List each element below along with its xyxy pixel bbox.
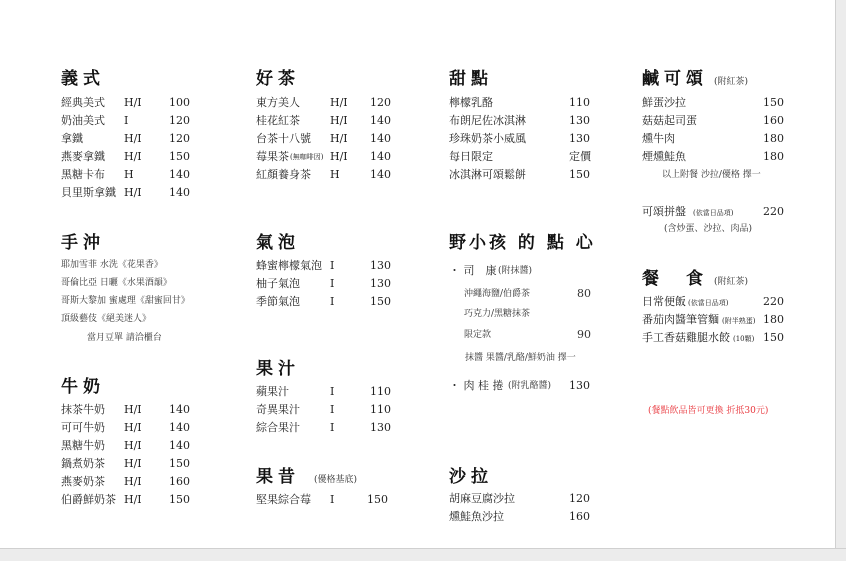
pourover-line: 哥倫比亞 日曬《水果酒韻》 — [61, 278, 172, 288]
item-price: 150 — [367, 493, 388, 506]
item-name: 檸檬乳酪 — [449, 96, 493, 109]
item-name: 蘋果汁 — [256, 385, 289, 398]
section-subtitle-xiankesong: (附紅茶) — [714, 77, 749, 87]
item-size: H — [330, 168, 340, 181]
item-name: 黑糖牛奶 — [61, 439, 105, 452]
item-price: 220 — [763, 205, 784, 218]
item-price: 130 — [569, 114, 590, 127]
item-price: 140 — [169, 168, 190, 181]
item-note: (10顆) — [733, 335, 755, 343]
item-name: 奇異果汁 — [256, 403, 300, 416]
item-name: 手工香菇雞腿水餃 — [642, 331, 730, 344]
item-name: 經典美式 — [61, 96, 105, 109]
item-size: I — [330, 493, 335, 506]
item-size: I — [330, 421, 335, 434]
item-price: 80 — [577, 287, 591, 300]
item-price: 150 — [763, 96, 784, 109]
item-size: H/I — [330, 114, 348, 127]
item-name: 東方美人 — [256, 96, 300, 109]
item-price: 180 — [763, 132, 784, 145]
item-price: 130 — [569, 132, 590, 145]
section-subtitle-canshi: (附紅茶) — [714, 277, 749, 287]
item-price: 160 — [569, 510, 590, 523]
item-name: 沖繩海鹽/伯爵茶 — [464, 289, 531, 299]
item-name: 可頌拼盤 — [642, 205, 686, 218]
item-price: 90 — [577, 328, 591, 341]
item-name: 桂花紅茶 — [256, 114, 300, 127]
item-name: 燕麥奶茶 — [61, 475, 105, 488]
item-name: 菇菇起司蛋 — [642, 114, 697, 127]
item-price: 150 — [169, 150, 190, 163]
item-size: H/I — [330, 96, 348, 109]
item-name: 堅果綜合莓 — [256, 493, 311, 506]
section-title-guoxi: 果昔 (優格基底) — [256, 467, 358, 487]
item-price: 140 — [169, 421, 190, 434]
pourover-line: 耶加雪菲 水洗《花果香》 — [61, 260, 163, 270]
section-title-guozhi: 果汁 — [256, 359, 300, 379]
item-price: 130 — [569, 379, 590, 392]
item-name: 可可牛奶 — [61, 421, 105, 434]
item-name: 冰淇淋可頌鬆餅 — [449, 168, 526, 181]
section-title-shouchong: 手沖 — [61, 233, 105, 253]
item-price: 130 — [370, 421, 391, 434]
item-size: H/I — [124, 493, 142, 506]
item-size: I — [330, 259, 335, 272]
item-note: (依當日品項) — [688, 299, 729, 307]
item-size: I — [330, 385, 335, 398]
item-size: H/I — [124, 457, 142, 470]
item-price: 110 — [370, 385, 391, 398]
item-price: 140 — [169, 439, 190, 452]
item-size: I — [330, 295, 335, 308]
item-name: 黑糖卡布 — [61, 168, 105, 181]
item-name: 鍋煮奶茶 — [61, 457, 105, 470]
item-price: 120 — [569, 492, 590, 505]
section-title-yexiaohai: 野小孩 的 點 心 — [449, 233, 596, 253]
item-price: 120 — [169, 132, 190, 145]
pourover-note: 當月豆單 請洽櫃台 — [87, 333, 162, 343]
item-name: 番茄肉醬筆管麵 — [642, 313, 719, 326]
item-name: 台茶十八號 — [256, 132, 311, 145]
item-price: 110 — [370, 403, 391, 416]
section-title-qipao: 氣泡 — [256, 233, 300, 253]
item-name: 貝里斯拿鐵 — [61, 186, 116, 199]
promo-note: (餐點飲品皆可更換 折抵30元) — [648, 406, 769, 416]
item-name: 綜合果汁 — [256, 421, 300, 434]
section-subtitle-guoxi: (優格基底) — [314, 475, 358, 485]
item-name: 蜂蜜檸檬氣泡 — [256, 259, 322, 272]
pourover-line: 頂級藝伎《絕美迷人》 — [61, 314, 152, 324]
item-note: (附半熟蛋) — [722, 317, 756, 325]
item-name: 季節氣泡 — [256, 295, 300, 308]
item-name: 抹茶牛奶 — [61, 403, 105, 416]
item-size: H/I — [124, 439, 142, 452]
item-name: 日常便飯 — [642, 295, 686, 308]
scone-note: (附抹醬) — [498, 266, 533, 276]
section-title-yishi: 義式 — [61, 69, 105, 89]
platter-sub: (含炒蛋、沙拉、肉品) — [664, 224, 753, 234]
item-price: 150 — [763, 331, 784, 344]
item-size: H — [124, 168, 134, 181]
item-price: 140 — [169, 186, 190, 199]
item-name: 拿鐵 — [61, 132, 83, 145]
spreads-note: 抹醬 果醬/乳酪/鮮奶油 擇一 — [465, 353, 576, 363]
item-price: 150 — [569, 168, 590, 181]
scone-label: ・ 司 康 — [449, 264, 497, 277]
item-price: 140 — [370, 150, 391, 163]
item-price: 140 — [370, 114, 391, 127]
section-title-tiandian: 甜點 — [449, 69, 493, 89]
item-name: 燻牛肉 — [642, 132, 675, 145]
item-price: 180 — [763, 150, 784, 163]
item-price: 180 — [763, 313, 784, 326]
item-price: 120 — [169, 114, 190, 127]
section-title-shala: 沙拉 — [449, 467, 493, 487]
item-name: 莓果茶 — [256, 150, 289, 163]
item-size: H/I — [124, 132, 142, 145]
item-price: 160 — [763, 114, 784, 127]
item-price: 定價 — [569, 150, 591, 163]
item-price: 220 — [763, 295, 784, 308]
item-size: I — [330, 403, 335, 416]
item-size: H/I — [124, 186, 142, 199]
item-note: (無咖啡因) — [290, 153, 324, 161]
page-bottom-edge — [0, 548, 846, 561]
section-title-xiankesong: 鹹可頌 (附紅茶) — [642, 69, 749, 89]
item-name: 燻鮭魚沙拉 — [449, 510, 504, 523]
item-name: 珍珠奶茶小威風 — [449, 132, 526, 145]
item-price: 160 — [169, 475, 190, 488]
section-title-canshi: 餐 食 (附紅茶) — [642, 269, 749, 289]
item-price: 130 — [370, 259, 391, 272]
item-name: 每日限定 — [449, 150, 493, 163]
item-name: 柚子氣泡 — [256, 277, 300, 290]
item-size: H/I — [124, 475, 142, 488]
item-name: ・ 肉 桂 捲 — [449, 379, 504, 392]
item-name: 胡麻豆腐沙拉 — [449, 492, 515, 505]
item-price: 140 — [169, 403, 190, 416]
page-right-edge — [835, 0, 846, 560]
item-note: (附乳酪醬) — [508, 381, 552, 391]
item-price: 150 — [169, 457, 190, 470]
item-name: 燕麥拿鐵 — [61, 150, 105, 163]
item-name: 煙燻鮭魚 — [642, 150, 686, 163]
item-note: (依當日品項) — [693, 209, 734, 217]
item-size: H/I — [330, 132, 348, 145]
item-size: I — [124, 114, 129, 127]
item-size: H/I — [124, 403, 142, 416]
pourover-line: 哥斯大黎加 蜜處理《甜蜜回甘》 — [61, 296, 190, 306]
section-title-niunai: 牛奶 — [61, 377, 105, 397]
section-title-haocha: 好茶 — [256, 69, 300, 89]
side-choice-note: 以上附餐 沙拉/優格 擇一 — [662, 170, 761, 180]
item-price: 100 — [169, 96, 190, 109]
item-size: H/I — [124, 150, 142, 163]
item-name: 巧克力/黑糖抹茶 — [464, 309, 531, 319]
item-name: 紅顏養身茶 — [256, 168, 311, 181]
item-name: 伯爵鮮奶茶 — [61, 493, 116, 506]
item-price: 110 — [569, 96, 590, 109]
item-name: 鮮蛋沙拉 — [642, 96, 686, 109]
item-price: 150 — [169, 493, 190, 506]
item-size: H/I — [330, 150, 348, 163]
item-size: H/I — [124, 421, 142, 434]
item-price: 140 — [370, 168, 391, 181]
item-size: H/I — [124, 96, 142, 109]
item-price: 120 — [370, 96, 391, 109]
item-price: 130 — [370, 277, 391, 290]
item-name: 布朗尼佐冰淇淋 — [449, 114, 526, 127]
item-size: I — [330, 277, 335, 290]
item-name: 奶油美式 — [61, 114, 105, 127]
item-price: 150 — [370, 295, 391, 308]
item-name: 限定款 — [464, 330, 492, 340]
item-price: 140 — [370, 132, 391, 145]
